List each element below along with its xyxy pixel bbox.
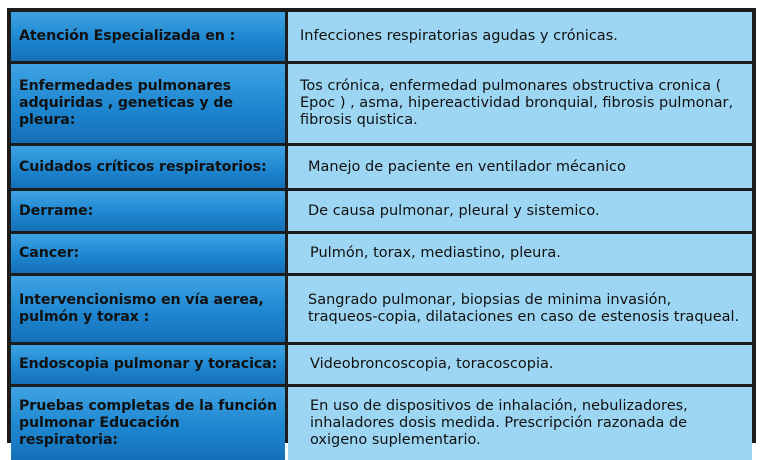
row-value-pruebas: En uso de dispositivos de inhalación, nebulizadores, inhaladores dosis medida. Prescripción razonada de oxigeno suplementario. [288, 387, 752, 460]
row-label-cuidados: Cuidados críticos respiratorios: [11, 146, 285, 188]
row-value-cancer: Pulmón, torax, mediastino, pleura. [288, 234, 752, 273]
services-table [7, 8, 756, 448]
row-label-pruebas: Pruebas completas de la función pulmonar Educación respiratoria: [11, 387, 285, 460]
row-value-cuidados: Manejo de paciente en ventilador mécanico [288, 146, 752, 188]
row-value-especializada: Infecciones respiratorias agudas y crónicas. [288, 12, 752, 61]
row-label-endoscopia: Endoscopia pulmonar y toracica: [11, 345, 285, 384]
row-value-endoscopia: Videobroncoscopia, toracoscopia. [288, 345, 752, 384]
row-label-especializada: Atención Especializada en : [11, 12, 285, 61]
row-value-derrame: De causa pulmonar, pleural y sistemico. [288, 191, 752, 231]
row-label-enfermedades: Enfermedades pulmonares adquiridas , geneticas y de pleura: [11, 64, 285, 143]
row-value-enfermedades: Tos crónica, enfermedad pulmonares obstructiva cronica ( Epoc ) , asma, hipereactividad bronquial, fibrosis pulmonar, fibrosis quistica. [288, 64, 752, 143]
row-label-cancer: Cancer: [11, 234, 285, 273]
row-label-derrame: Derrame: [11, 191, 285, 231]
row-value-intervencionismo: Sangrado pulmonar, biopsias de minima invasión, traqueos-copia, dilataciones en caso de estenosis traqueal. [288, 276, 752, 342]
row-label-intervencionismo: Intervencionismo en vía aerea, pulmón y torax : [11, 276, 285, 342]
